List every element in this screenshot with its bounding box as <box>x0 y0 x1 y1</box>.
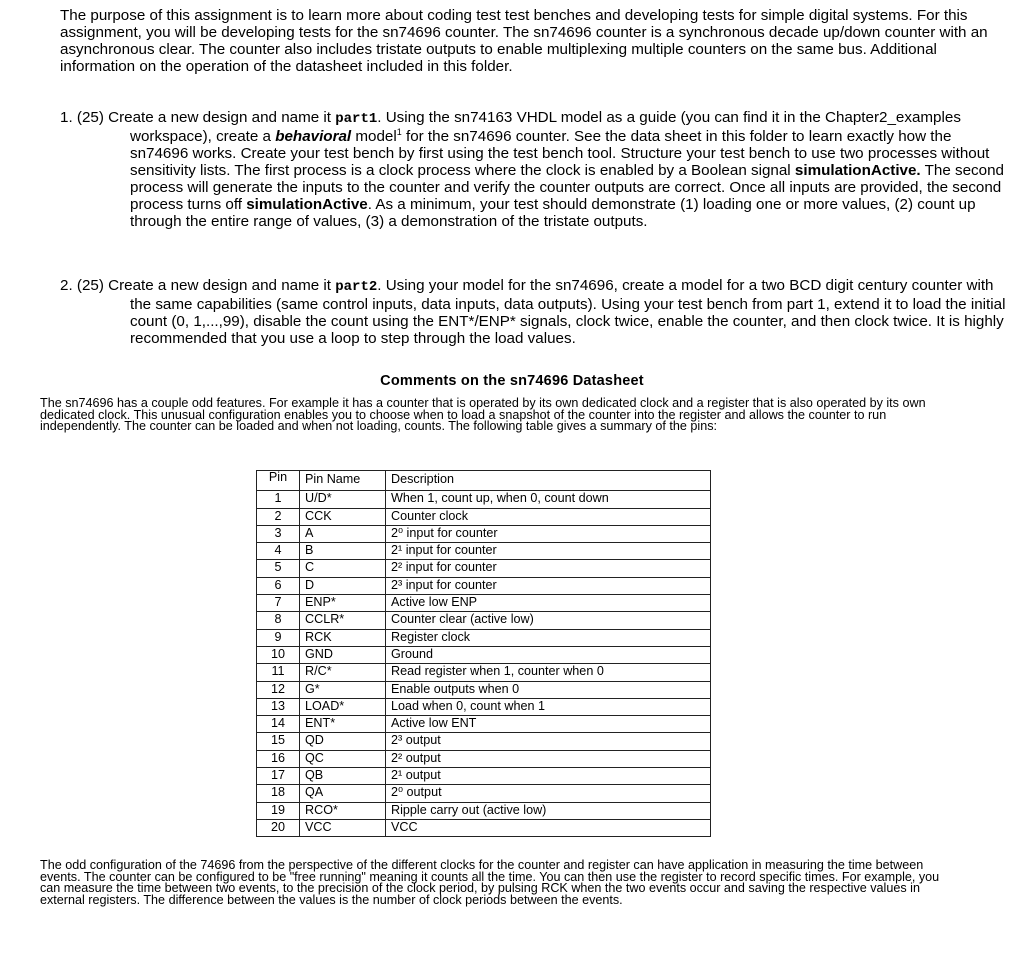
pin-name: ENP* <box>300 595 386 612</box>
pin-description: 2⁰ output <box>386 785 711 802</box>
pin-name: U/D* <box>300 491 386 508</box>
table-row <box>257 543 711 560</box>
pin-description: Counter clock <box>386 508 711 525</box>
pin-number: 14 <box>257 716 300 733</box>
task-2 <box>60 277 1012 347</box>
task-1-behavioral: behavioral <box>275 128 352 145</box>
pin-description: 2³ input for counter <box>386 577 711 594</box>
pin-number: 1 <box>257 491 300 508</box>
pin-description: 2² input for counter <box>386 560 711 577</box>
pin-name: A <box>300 525 386 542</box>
pin-number: 13 <box>257 698 300 715</box>
table-row <box>257 681 711 698</box>
task-1-text-d: The second process will generate the inputs to the counter and verify the counter outputs are correct. Once all inputs are provided, the second process turns off <box>130 162 1004 213</box>
pin-description: Counter clear (active low) <box>386 612 711 629</box>
table-row <box>257 716 711 733</box>
table-row <box>257 768 711 785</box>
pin-name: C <box>300 560 386 577</box>
table-row <box>257 802 711 819</box>
table-row <box>257 577 711 594</box>
pin-number: 19 <box>257 802 300 819</box>
table-row <box>257 560 711 577</box>
task-1-text-e: . As a minimum, your test should demonstrate (1) loading one or more values, (2) count up through the entire range of values, (3) a demonstration of the tristate outputs. <box>130 196 976 230</box>
pin-table-header <box>257 471 711 491</box>
task-1-text-a: . Using the sn74163 VHDL model as a guide (you can find it in the Chapter2_examples workspace), create a <box>130 109 961 145</box>
pin-name: QB <box>300 768 386 785</box>
task-1-signal-1: simulationActive. <box>794 162 921 179</box>
task-1-design-name: part1 <box>335 111 378 127</box>
pin-number: 18 <box>257 785 300 802</box>
table-row <box>257 785 711 802</box>
pin-number: 3 <box>257 525 300 542</box>
pin-name: ENT* <box>300 716 386 733</box>
pin-table <box>256 470 711 837</box>
pin-number: 11 <box>257 664 300 681</box>
section-heading: Comments on the sn74696 Datasheet <box>380 373 644 389</box>
pin-name: GND <box>300 646 386 663</box>
table-row <box>257 733 711 750</box>
pin-description: Register clock <box>386 629 711 646</box>
pin-number: 20 <box>257 819 300 836</box>
pin-number: 5 <box>257 560 300 577</box>
pin-number: 15 <box>257 733 300 750</box>
pin-name: QC <box>300 750 386 767</box>
pin-description: 2¹ input for counter <box>386 543 711 560</box>
pin-description: Load when 0, count when 1 <box>386 698 711 715</box>
pin-number: 12 <box>257 681 300 698</box>
pin-description: VCC <box>386 819 711 836</box>
task-1-signal-2: simulationActive <box>246 196 368 213</box>
pin-name: RCO* <box>300 802 386 819</box>
intro-paragraph: The purpose of this assignment is to learn more about coding test test benches and developing tests for simple digital systems. For this assignment, you will be developing tests for the sn74696 counter. The sn74696 counter is a synchronous decade up/down counter with an asynchronous clear. The counter also includes tristate outputs to enable multiplexing multiple counters on the same bus. Additional information on the operation of the datasheet included in this folder. <box>60 7 988 75</box>
table-row <box>257 819 711 836</box>
pin-number: 17 <box>257 768 300 785</box>
pin-description: Read register when 1, counter when 0 <box>386 664 711 681</box>
table-row <box>257 612 711 629</box>
task-2-text: . Using your model for the sn74696, create a model for a two BCD digit century counter with the same capabilities (same control inputs, data inputs, data outputs). Using your test bench from part 1, extend it to load the initial count (0, 1,...,99), disable the count using the ENT*/ENP* signals, clock twice, enable the counter, and then clock twice. It is highly recommended that you use a loop to step through the load values. <box>130 277 1006 347</box>
pin-name: R/C* <box>300 664 386 681</box>
pin-description: When 1, count up, when 0, count down <box>386 491 711 508</box>
table-row <box>257 646 711 663</box>
pin-name: D <box>300 577 386 594</box>
table-row <box>257 525 711 542</box>
table-row <box>257 664 711 681</box>
pin-table-body <box>257 491 711 837</box>
pin-number: 6 <box>257 577 300 594</box>
pin-description: Active low ENT <box>386 716 711 733</box>
header-pin-name: Pin Name <box>300 471 386 491</box>
pin-name: RCK <box>300 629 386 646</box>
task-1-text-c: for the sn74696 counter. See the data sheet in this folder to learn exactly how the sn74696 works. Create your test bench by first using the test bench tool. Structure your test bench to use two processes without sensitivity lists. The first process is a clock process where the clock is enabled by a Boolean signal <box>130 128 990 179</box>
pin-description: Active low ENP <box>386 595 711 612</box>
table-row <box>257 629 711 646</box>
pin-description: 2¹ output <box>386 768 711 785</box>
pin-name: VCC <box>300 819 386 836</box>
table-row <box>257 698 711 715</box>
header-description: Description <box>386 471 711 491</box>
pin-description: 2² output <box>386 750 711 767</box>
pin-number: 16 <box>257 750 300 767</box>
task-1-number: 1. (25) Create a new design and name it <box>60 109 336 126</box>
pin-name: QA <box>300 785 386 802</box>
pin-name: CCK <box>300 508 386 525</box>
table-row <box>257 491 711 508</box>
table-row <box>257 508 711 525</box>
outro-paragraph: The odd configuration of the 74696 from the perspective of the different clocks for the counter and register can have application in measuring the time between events. The counter can be configured to be "free running" meaning it counts all the time. You can then use the register to record specific times. For example, you can measure the time between two events, to the precision of the clock period, by pulsing RCK when the two events occur and saving the respective values in external registers. The difference between the values is the number of clock periods between the events. <box>40 858 940 907</box>
header-pin: Pin <box>257 471 300 491</box>
pin-name: LOAD* <box>300 698 386 715</box>
pin-number: 2 <box>257 508 300 525</box>
table-row <box>257 595 711 612</box>
pin-number: 10 <box>257 646 300 663</box>
pin-name: B <box>300 543 386 560</box>
pin-name: CCLR* <box>300 612 386 629</box>
pin-number: 8 <box>257 612 300 629</box>
task-1-text-b: model <box>351 128 397 145</box>
task-2-design-name: part2 <box>335 279 378 295</box>
pin-number: 4 <box>257 543 300 560</box>
pin-description: 2⁰ input for counter <box>386 525 711 542</box>
table-row <box>257 750 711 767</box>
task-2-number: 2. (25) Create a new design and name it <box>60 277 336 294</box>
pin-description: Ripple carry out (active low) <box>386 802 711 819</box>
pin-description: 2³ output <box>386 733 711 750</box>
pin-number: 9 <box>257 629 300 646</box>
pin-name: QD <box>300 733 386 750</box>
comments-paragraph: The sn74696 has a couple odd features. For example it has a counter that is operated by its own dedicated clock and a register that is also operated by its own dedicated clock. This unusual configuration enables you to choose when to load a snapshot of the counter into the register and allows the counter to run independently. The counter can be loaded and when not loading, counts. The following table gives a summary of the pins: <box>40 396 926 434</box>
pin-description: Enable outputs when 0 <box>386 681 711 698</box>
footnote-marker: 1 <box>396 126 402 137</box>
pin-name: G* <box>300 681 386 698</box>
task-1 <box>60 109 1012 230</box>
pin-number: 7 <box>257 595 300 612</box>
pin-description: Ground <box>386 646 711 663</box>
